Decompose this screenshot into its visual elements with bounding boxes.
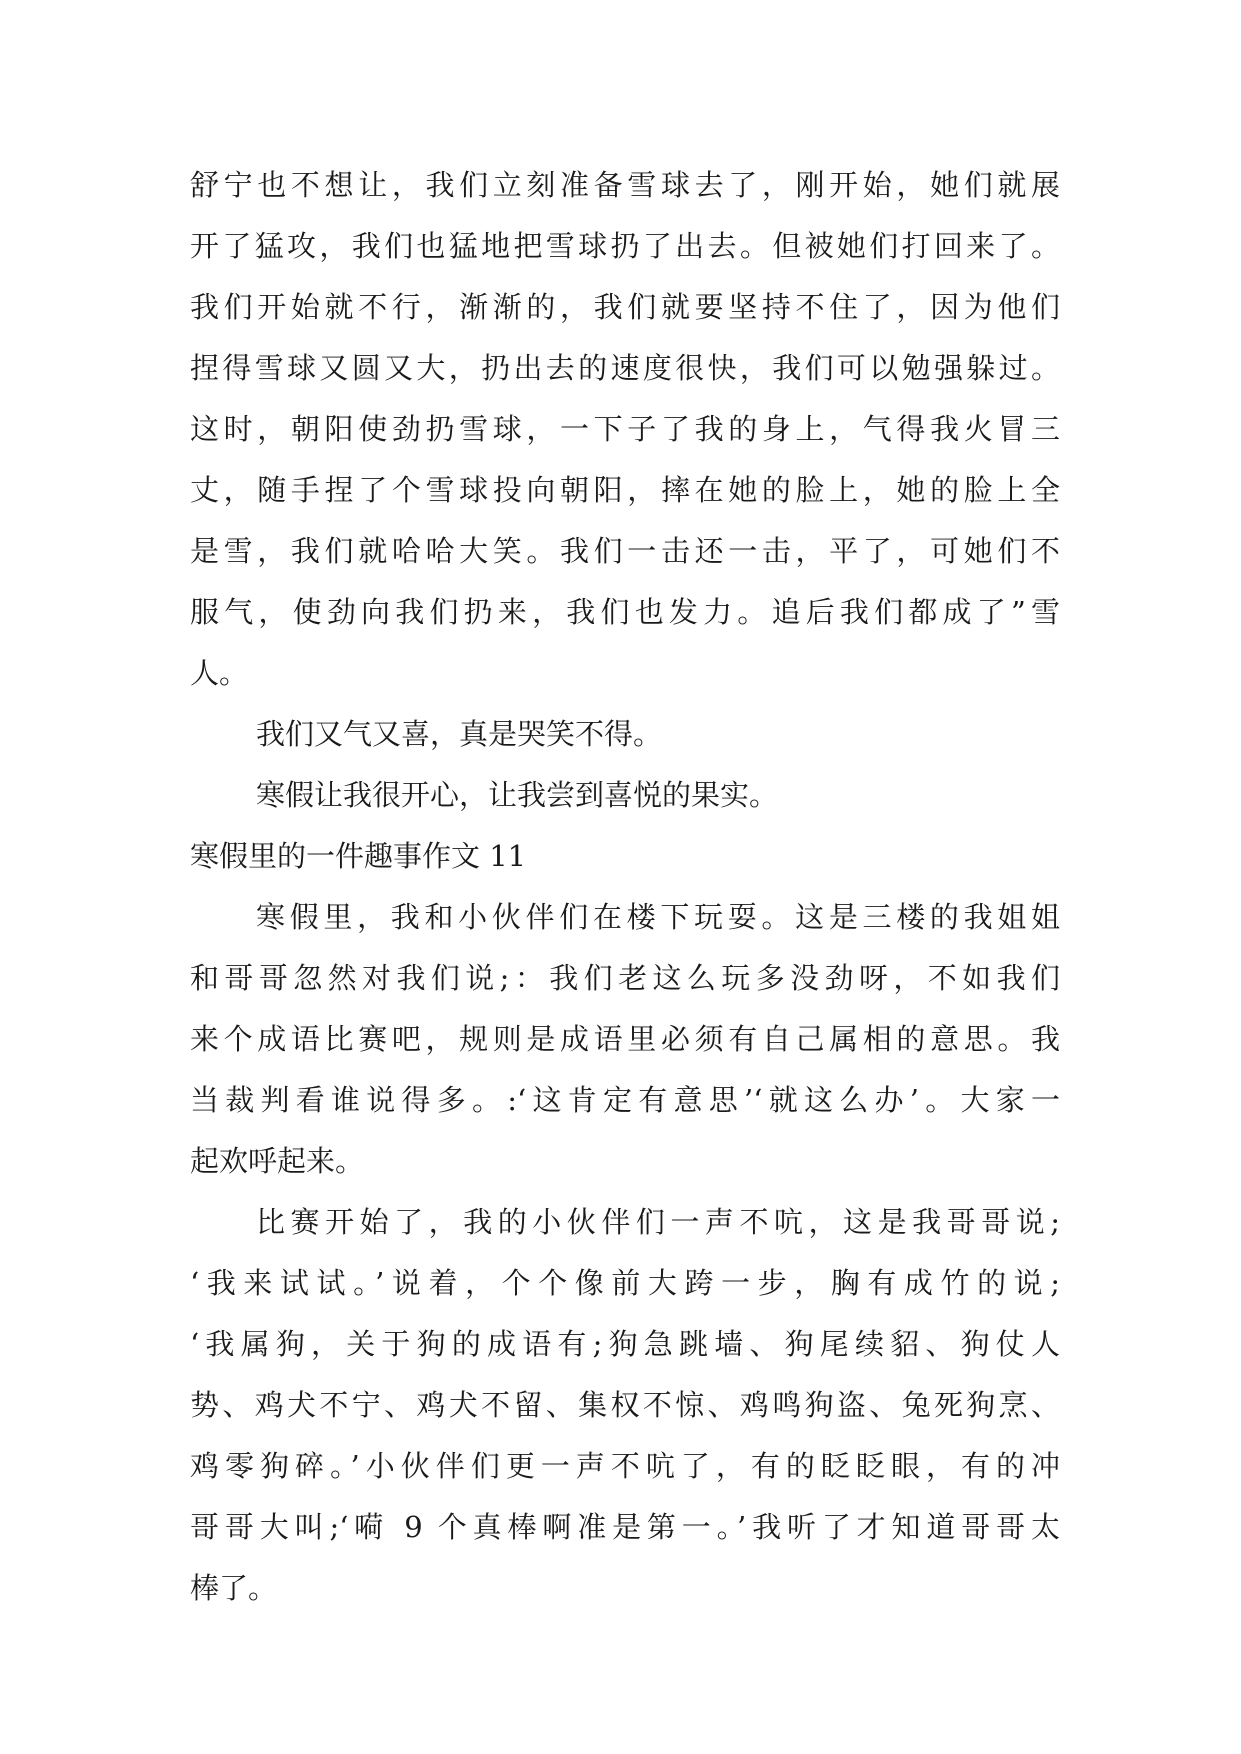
paragraph — [190, 887, 1060, 1192]
paragraph — [190, 155, 1060, 704]
paragraph — [190, 765, 1060, 826]
text-line: 捏得雪球又圆又大，扔出去的速度很快，我们可以勉强躲过。 — [190, 351, 1060, 385]
text-line: 人。 — [190, 656, 249, 690]
text-line: 和哥哥忽然对我们说;：我们老这么玩多没劲呀，不如我们 — [190, 961, 1060, 995]
text-line: 舒宁也不想让，我们立刻准备雪球去了，刚开始，她们就展 — [190, 168, 1060, 202]
text-line: 是雪，我们就哈哈大笑。我们一击还一击，平了，可她们不 — [190, 534, 1060, 568]
text-line: ‘我属狗，关于狗的成语有;狗急跳墙、狗尾续貂、狗仗人 — [190, 1327, 1060, 1361]
text-line: 来个成语比赛吧，规则是成语里必须有自己属相的意思。我 — [190, 1022, 1060, 1056]
text-line: 服气，使劲向我们扔来，我们也发力。追后我们都成了”雪 — [190, 595, 1060, 629]
heading-text: 寒假里的一件趣事作文 11 — [190, 839, 527, 873]
paragraph — [190, 1192, 1060, 1619]
text-line: 当裁判看谁说得多。:‘这肯定有意思’‘就这么办’。大家一 — [190, 1083, 1060, 1117]
text-line: 寒假里，我和小伙伴们在楼下玩耍。这是三楼的我姐姐 — [256, 900, 1060, 934]
text-line: 我们又气又喜，真是哭笑不得。 — [256, 717, 663, 751]
paragraph — [190, 704, 1060, 765]
text-line: 这时，朝阳使劲扔雪球，一下子了我的身上，气得我火冒三 — [190, 412, 1060, 446]
text-line: 鸡零狗碎。’小伙伴们更一声不吭了，有的眨眨眼，有的冲 — [190, 1449, 1060, 1483]
text-line: ‘我来试试。’说着，个个像前大跨一步，胸有成竹的说; — [190, 1266, 1060, 1300]
text-line: 起欢呼起来。 — [190, 1144, 365, 1178]
text-line: 寒假让我很开心，让我尝到喜悦的果实。 — [256, 778, 779, 812]
text-line: 我们开始就不行，渐渐的，我们就要坚持不住了，因为他们 — [190, 290, 1060, 324]
document-body — [190, 155, 1060, 1619]
text-line: 哥哥大叫;‘嗬 9 个真棒啊准是第一。’我听了才知道哥哥太 — [190, 1510, 1060, 1544]
text-line: 棒了。 — [190, 1571, 278, 1605]
text-line: 比赛开始了，我的小伙伴们一声不吭，这是我哥哥说; — [256, 1205, 1060, 1239]
text-line: 势、鸡犬不宁、鸡犬不留、集权不惊、鸡鸣狗盗、兔死狗烹、 — [190, 1388, 1060, 1422]
section-heading — [190, 826, 1060, 887]
text-line: 丈，随手捏了个雪球投向朝阳，摔在她的脸上，她的脸上全 — [190, 473, 1060, 507]
text-line: 开了猛攻，我们也猛地把雪球扔了出去。但被她们打回来了。 — [190, 229, 1060, 263]
